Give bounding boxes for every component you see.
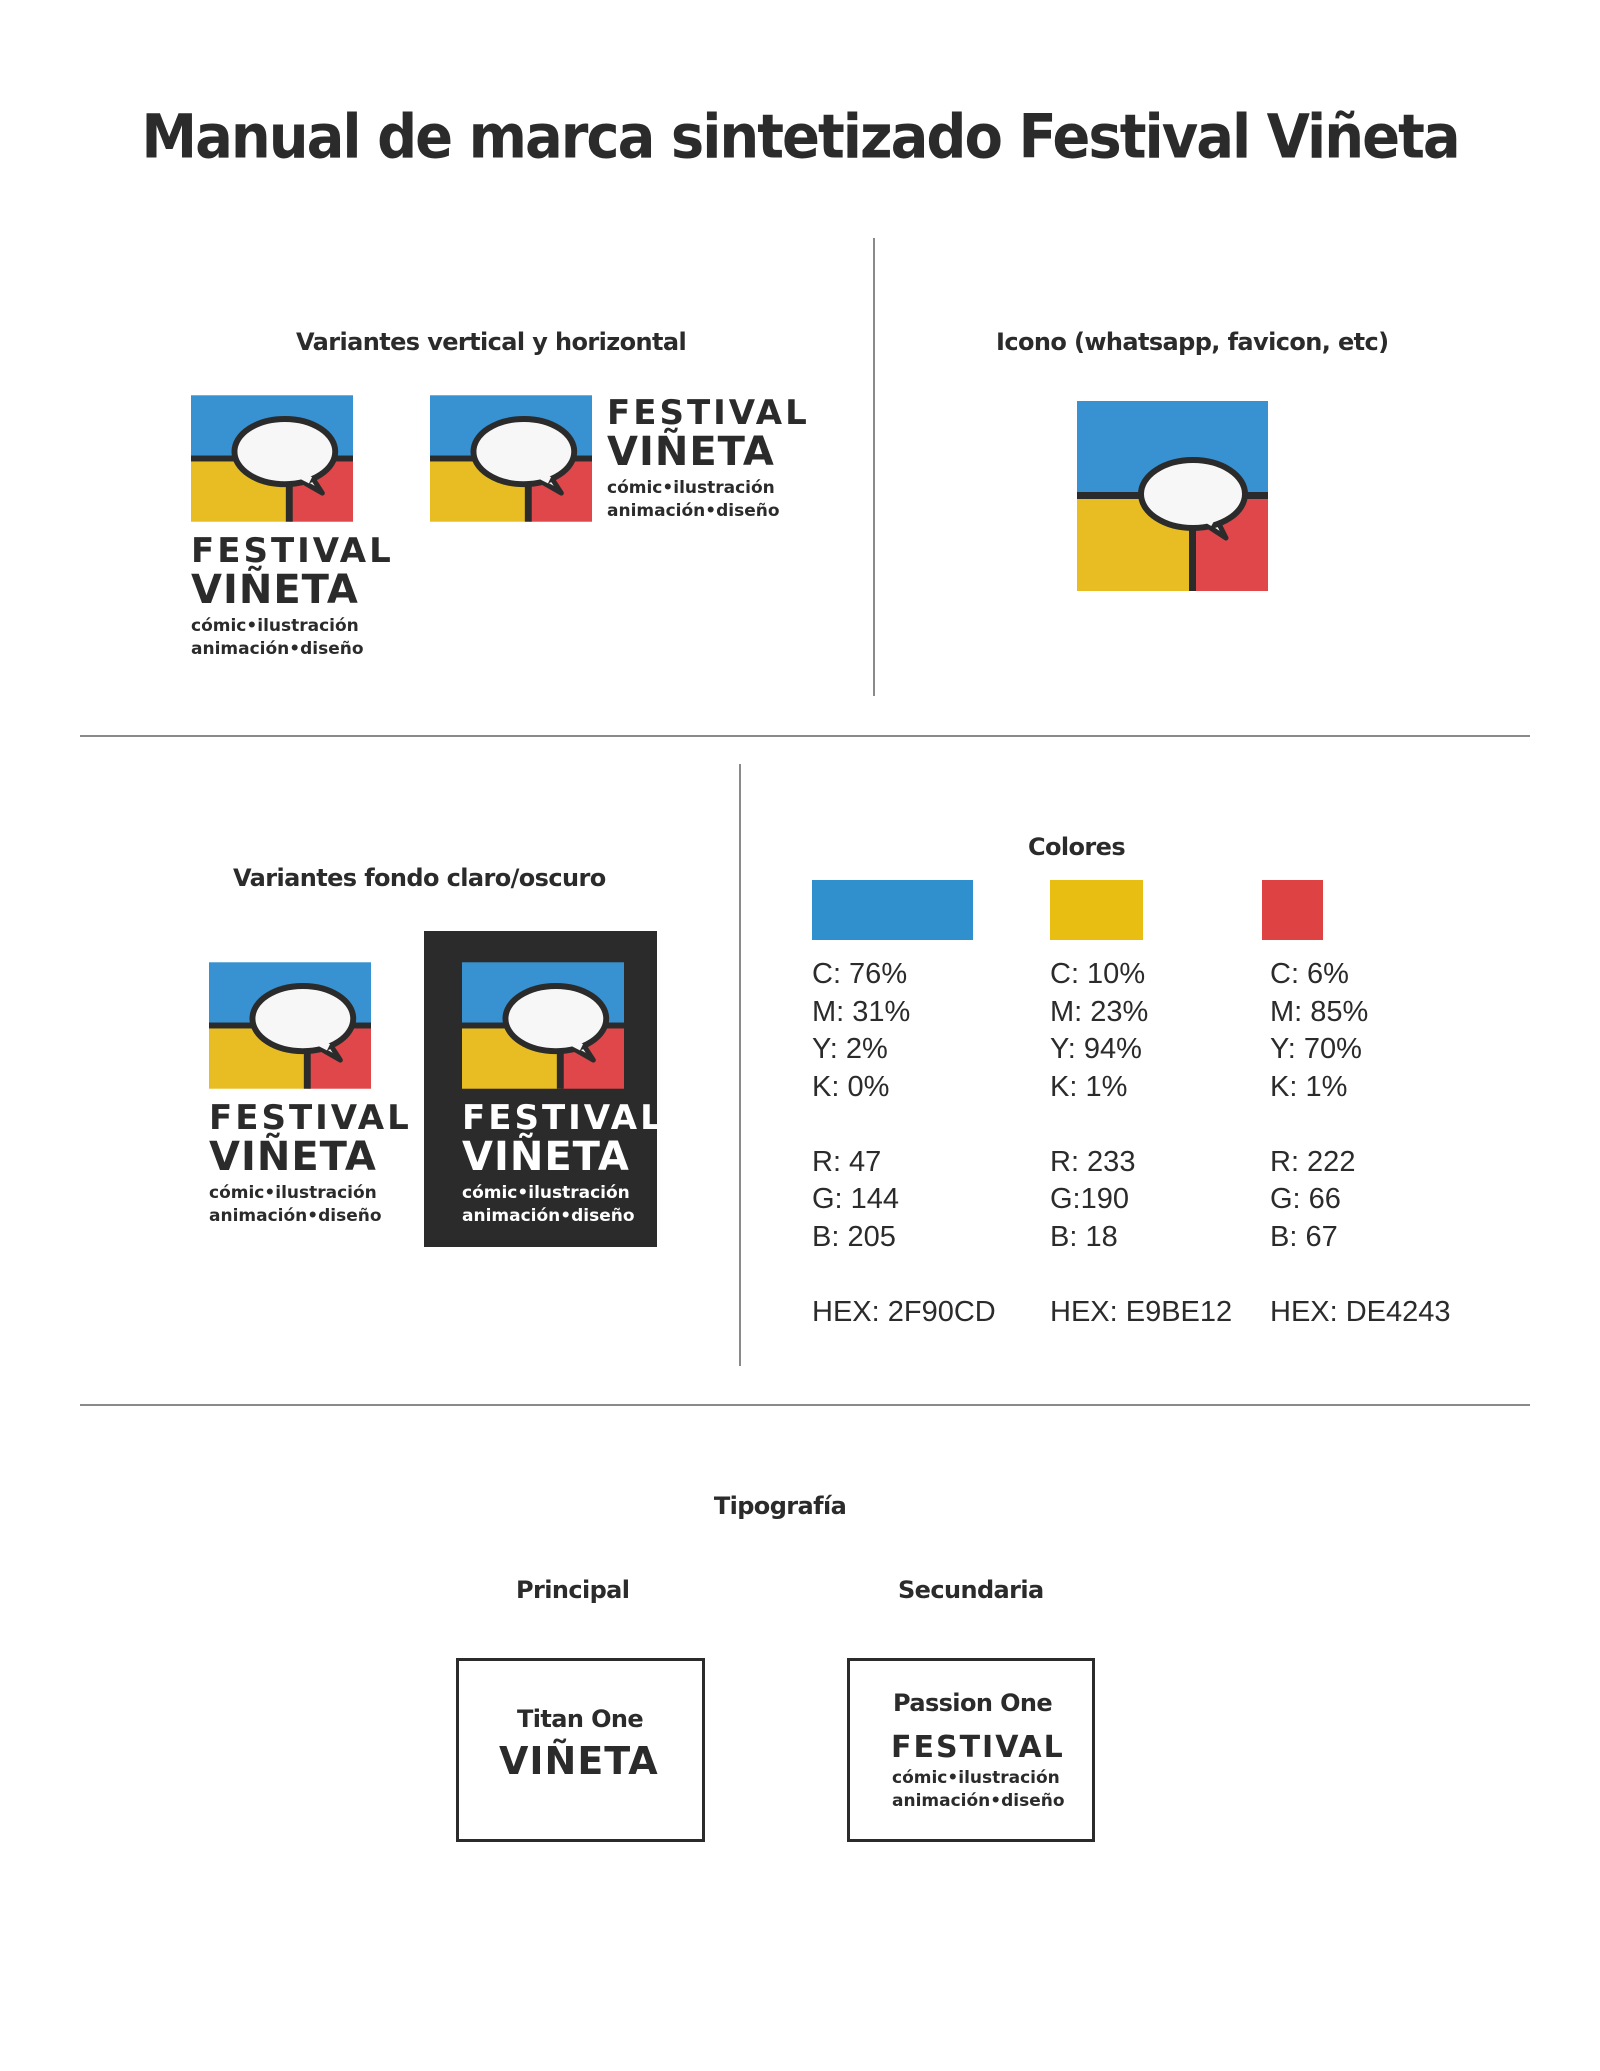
logo-horizontal-text — [607, 393, 810, 523]
logo-tagline-2: animación•diseño — [209, 1206, 382, 1226]
rgb-b: B: 205 — [812, 1220, 896, 1253]
logo-horizontal — [430, 395, 592, 526]
logo-vineta-text: VIÑETA — [191, 567, 359, 613]
backgrounds-heading: Variantes fondo claro/oscuro — [233, 864, 606, 892]
logo-festival-text: FESTIVAL — [209, 1098, 412, 1138]
logo-tagline-1: cómic•ilustración — [209, 1183, 377, 1203]
logo-festival-text: FESTIVAL — [462, 1098, 665, 1138]
logo-vineta-text: VIÑETA — [607, 429, 775, 475]
logo-festival-text: FESTIVAL — [191, 531, 394, 571]
hex-value: HEX: E9BE12 — [1050, 1295, 1233, 1328]
logo-vineta-text: VIÑETA — [209, 1134, 377, 1180]
cmyk-y: Y: 94% — [1050, 1033, 1142, 1065]
divider-vertical-top — [873, 238, 875, 696]
rgb-b: B: 67 — [1270, 1220, 1338, 1253]
colors-heading: Colores — [1028, 833, 1126, 861]
page-title: Manual de marca sintetizado Festival Viñeta — [141, 102, 1459, 173]
logo-light-bg — [209, 962, 412, 1228]
speech-bubble-icon — [191, 395, 353, 522]
rgb-g: G: 66 — [1270, 1183, 1341, 1215]
speech-bubble-icon — [462, 962, 624, 1089]
secondary-font-heading: Secundaria — [898, 1576, 1044, 1604]
icon-heading: Icono (whatsapp, favicon, etc) — [996, 328, 1389, 356]
primary-font-sample: VIÑETA — [499, 1739, 659, 1783]
secondary-sample-festival: FESTIVAL — [891, 1730, 1065, 1765]
logo-tagline-2: animación•diseño — [607, 501, 780, 521]
divider-horizontal-1 — [80, 735, 1530, 737]
cmyk-c: C: 76% — [812, 958, 908, 990]
color-swatch-yellow — [1050, 880, 1143, 940]
divider-horizontal-2 — [80, 1404, 1530, 1406]
divider-vertical-middle — [739, 764, 741, 1366]
speech-bubble-icon — [1077, 401, 1268, 591]
logo-tagline-2: animación•diseño — [191, 639, 364, 659]
logo-dark-bg — [462, 962, 665, 1228]
primary-font-sample-box — [456, 1658, 705, 1842]
cmyk-y: Y: 2% — [812, 1033, 888, 1065]
speech-bubble-icon — [209, 962, 371, 1089]
hex-value: HEX: 2F90CD — [812, 1295, 996, 1328]
cmyk-y: Y: 70% — [1270, 1033, 1362, 1065]
cmyk-k: K: 1% — [1050, 1070, 1128, 1103]
color-swatch-red — [1262, 880, 1323, 940]
speech-bubble-icon — [430, 395, 592, 522]
logo-vineta-text: VIÑETA — [462, 1134, 630, 1180]
rgb-b: B: 18 — [1050, 1220, 1118, 1253]
logo-vertical — [191, 395, 394, 661]
app-icon — [1077, 401, 1268, 595]
rgb-g: G:190 — [1050, 1183, 1129, 1215]
cmyk-m: M: 85% — [1270, 995, 1369, 1028]
color-values-red — [1270, 956, 1451, 1331]
color-values-blue — [812, 956, 996, 1331]
secondary-font-name: Passion One — [893, 1689, 1053, 1717]
rgb-r: R: 222 — [1270, 1145, 1356, 1178]
logo-light-text — [209, 1098, 412, 1228]
secondary-sample-tagline-1: cómic•ilustración — [892, 1768, 1060, 1788]
color-swatch-blue — [812, 880, 973, 940]
logo-festival-text: FESTIVAL — [607, 393, 810, 433]
variants-heading: Variantes vertical y horizontal — [296, 328, 687, 356]
logo-tagline-1: cómic•ilustración — [607, 478, 775, 498]
rgb-r: R: 47 — [812, 1145, 882, 1178]
logo-tagline-2: animación•diseño — [462, 1206, 635, 1226]
cmyk-c: C: 6% — [1270, 958, 1349, 990]
cmyk-c: C: 10% — [1050, 958, 1146, 990]
primary-font-name: Titan One — [517, 1705, 644, 1733]
cmyk-k: K: 1% — [1270, 1070, 1348, 1103]
cmyk-m: M: 31% — [812, 995, 911, 1028]
logo-dark-text — [462, 1098, 665, 1228]
rgb-r: R: 233 — [1050, 1145, 1136, 1178]
logo-vertical-text — [191, 531, 394, 661]
logo-tagline-1: cómic•ilustración — [462, 1183, 630, 1203]
rgb-g: G: 144 — [812, 1183, 900, 1215]
secondary-font-sample-box — [847, 1658, 1095, 1842]
hex-value: HEX: DE4243 — [1270, 1295, 1451, 1328]
primary-font-heading: Principal — [516, 1576, 630, 1604]
secondary-sample-tagline-2: animación•diseño — [892, 1791, 1065, 1811]
logo-tagline-1: cómic•ilustración — [191, 616, 359, 636]
cmyk-m: M: 23% — [1050, 995, 1149, 1028]
typography-heading: Tipografía — [713, 1492, 847, 1520]
color-values-yellow — [1050, 956, 1232, 1331]
cmyk-k: K: 0% — [812, 1070, 890, 1103]
